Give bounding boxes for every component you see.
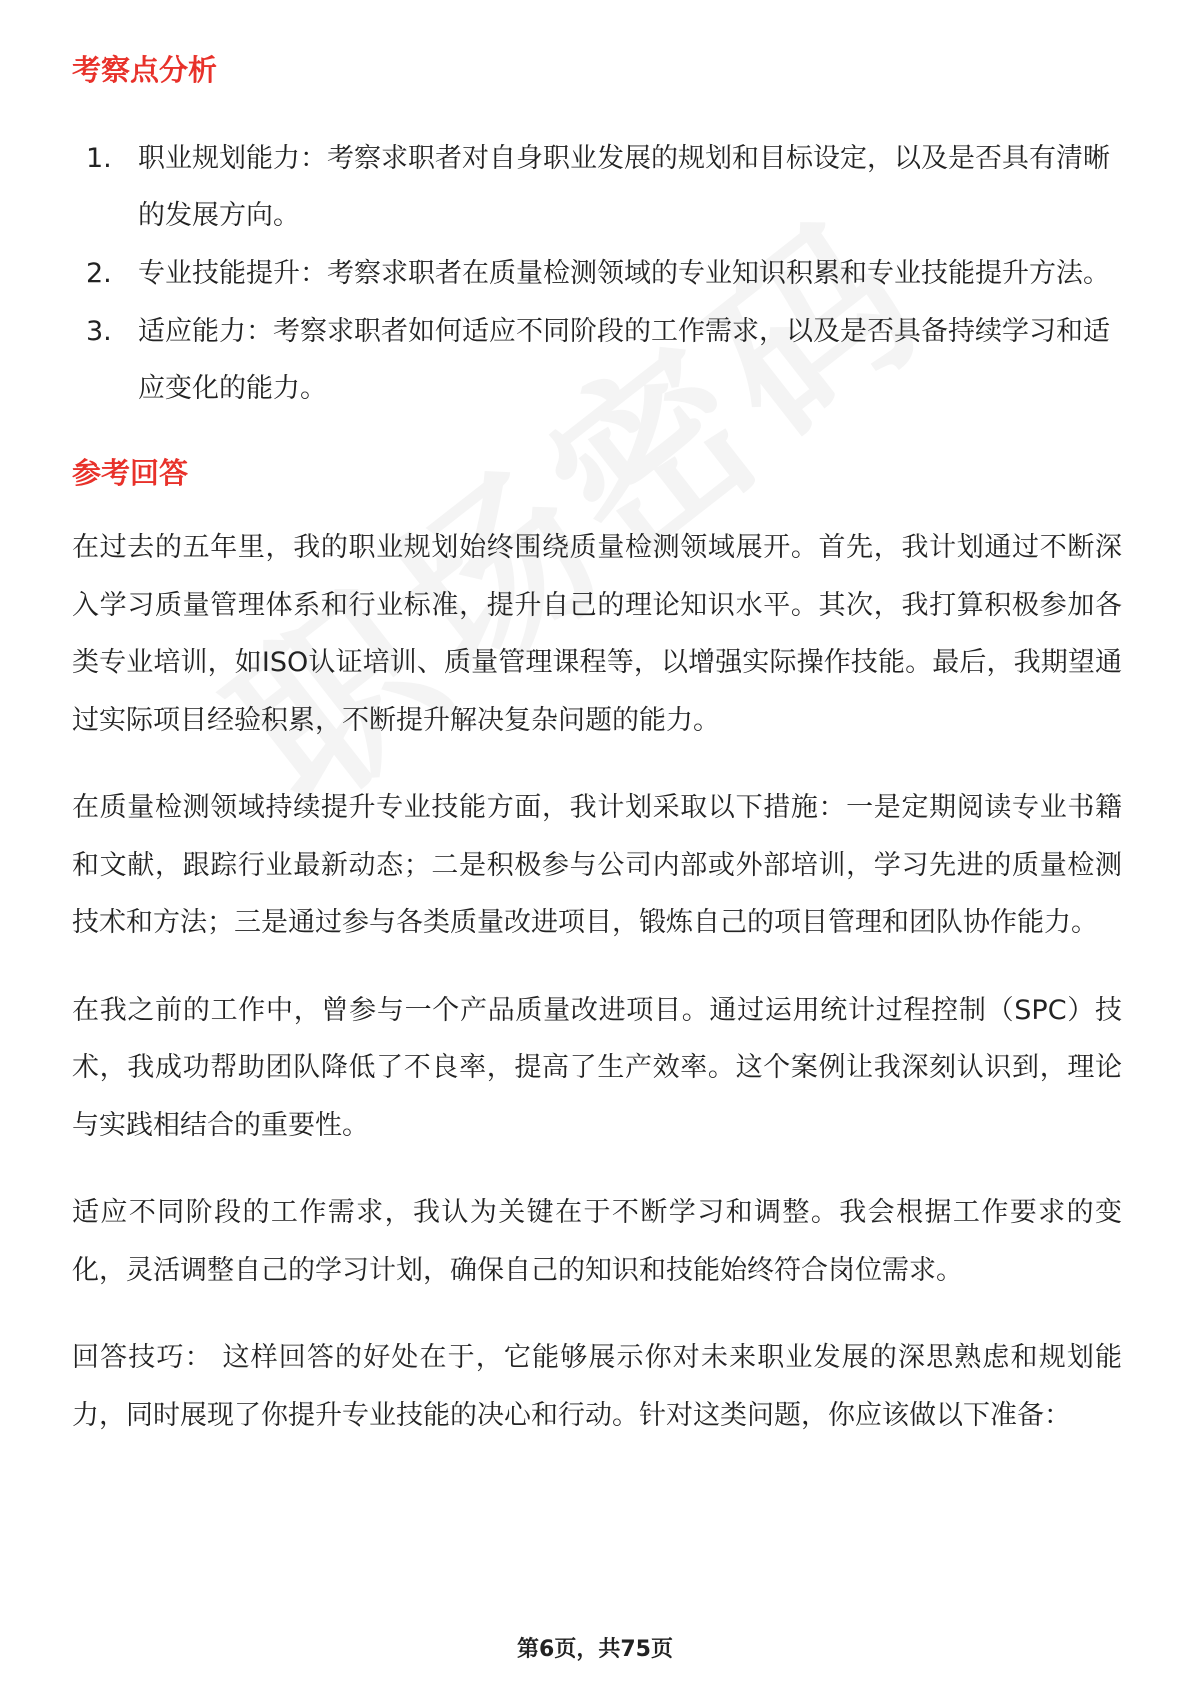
list-item [72, 303, 1122, 417]
answer-paragraph: 适应不同阶段的工作需求，我认为关键在于不断学习和调整。我会根据工作要求的变化，灵活调整自己的学习计划，确保自己的知识和技能始终符合岗位需求。 [72, 1197, 1122, 1286]
list-item [72, 130, 1122, 244]
page-content [72, 50, 1122, 1474]
page-number-footer: 第6页，共75页 [517, 1637, 673, 1662]
list-item-text: 适应能力：考察求职者如何适应不同阶段的工作需求，以及是否具备持续学习和适应变化的能力。 [138, 316, 1110, 404]
answer-paragraph: 在过去的五年里，我的职业规划始终围绕质量检测领域展开。首先，我计划通过不断深入学习质量管理体系和行业标准，提升自己的理论知识水平。其次，我打算积极参加各类专业培训，如ISO认证培训、质量管理课程等，以增强实际操作技能。最后，我期望通过实际项目经验积累，不断提升解决复杂问题的能力。 [72, 532, 1122, 736]
answer-paragraph: 在质量检测领域持续提升专业技能方面，我计划采取以下措施：一是定期阅读专业书籍和文献，跟踪行业最新动态；二是积极参与公司内部或外部培训，学习先进的质量检测技术和方法；三是通过参与各类质量改进项目，锻炼自己的项目管理和团队协作能力。 [72, 792, 1122, 938]
list-item-text: 职业规划能力：考察求职者对自身职业发展的规划和目标设定，以及是否具有清晰的发展方向。 [138, 143, 1110, 231]
answer-section-title: 参考回答 [72, 456, 189, 490]
analysis-section-title: 考察点分析 [72, 53, 218, 87]
list-item-number: 3. [86, 316, 112, 347]
list-item [72, 245, 1122, 302]
list-item-text: 专业技能提升：考察求职者在质量检测领域的专业知识积累和专业技能提升方法。 [138, 258, 1110, 289]
analysis-points-list [72, 130, 1122, 417]
list-item-number: 1. [86, 143, 112, 174]
answer-paragraph: 在我之前的工作中，曾参与一个产品质量改进项目。通过运用统计过程控制（SPC）技术，我成功帮助团队降低了不良率，提高了生产效率。这个案例让我深刻认识到，理论与实践相结合的重要性。 [72, 994, 1122, 1141]
list-item-number: 2. [86, 258, 112, 289]
answer-tips-paragraph: 回答技巧： 这样回答的好处在于，它能够展示你对未来职业发展的深思熟虑和规划能力，同时展现了你提升专业技能的决心和行动。针对这类问题，你应该做以下准备： [72, 1342, 1122, 1431]
